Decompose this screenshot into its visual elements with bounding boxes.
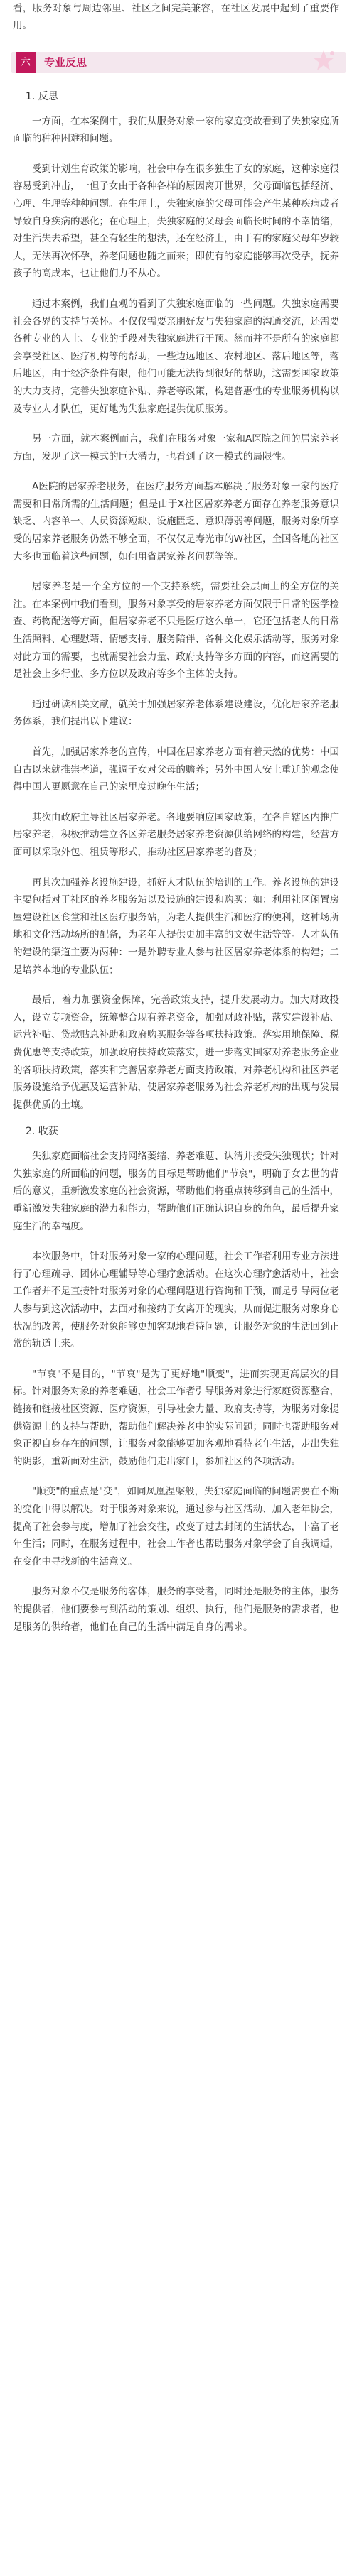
paragraph: 首先，加强居家养老的宣传，中国在居家养老方面有着天然的优势：中国自古以来就推崇孝道，强调子女对父母的赡养；另外中国人安土重迁的观念使得中国人更愿意在自己的家里度过晚年生活；	[13, 746, 339, 793]
section-title: 专业反思	[44, 55, 87, 69]
paragraph: 一方面，在本案例中，我们从服务对象一家的家庭变故看到了失独家庭所面临的种种困难和问题。	[13, 115, 339, 145]
paragraph: 再其次加强养老设施建设，抓好人才队伍的培训的工作。养老设施的建设主要包括对于社区的养老服务站以及设施的建设和购买：如：利用社区闲置房屋建设社区食堂和社区医疗服务站，为老人提供生活和医疗的便利，这种场所地和文化活动场所的配备，为老年人提供更加丰富的文娱生活等等。人才队伍的建设的渠道主要为两种：一是外聘专业人参与社区居家养老体系的构建；二是培养本地的专业队伍；	[13, 876, 339, 976]
paragraph: "顺变"的重点是"变"，如同凤凰涅槃般，失独家庭面临的问题需要在不断的变化中得以解决。对于服务对象来说，通过参与社区活动、加入老年协会，提高了社会参与度，增加了社会交往，改变了过去封闭的生活状态，丰富了老年生活；同时，在服务过程中，社会工作者也帮助服务对象学会了自我调适，在变化中寻找新的生活意义。	[13, 1486, 339, 1567]
paragraph: 最后，着力加强资金保障，完善政策支持，提升发展动力。加大财政投入，设立专项资金，统筹整合现有养老资金，加强财政补贴，落实建设补贴、运营补贴、贷款贴息补助和政府购买服务等各项扶持政策。落实用地保障、税费优惠等支持政策，加强政府扶持政策落实，进一步落实国家对养老服务企业的各项扶持政策，落实和完善居家养老方面支持政策，对养老机构和社区养老服务设施给予优惠及运营补贴，使居家养老服务为社会养老机构的出现与发展提供优质的土壤。	[13, 994, 339, 1111]
paragraph: 通过本案例，我们直观的看到了失独家庭面临的一些问题。失独家庭需要社会各界的支持与关怀。不仅仅需要亲朋好友与失独家庭的沟通交流，还需要各种专业的人士、专业的手段对失独家庭进行干预。然而并不是所有的家庭都会享受社区、医疗机构等的帮助，一些边远地区、农村地区、落后地区等，落后地区，由于经济条件有限，他们可能无法得到很好的帮助，这需要国家政策的大力支持，完善失独家庭补贴、养老等政策，构建普惠性的专业服务机构以及专业人才队伍，更好地为失独家庭提供优质服务。	[13, 298, 339, 415]
subsection-title: 2. 收获	[26, 1126, 58, 1138]
paragraph: 服务对象不仅是服务的客体，服务的享受者，同时还是服务的主体，服务的提供者，他们要参与到活动的策划、组织、执行，他们是服务的需求者，也是服务的供给者，他们在自己的生活中满足自身的需求。	[13, 1586, 339, 1633]
paragraph: 本次服务中，针对服务对象一家的心理问题，社会工作者利用专业方法进行了心理疏导、团体心理辅导等心理疗愈活动。在这次心理疗愈活动中，社会工作者并不是直接针对服务对象的心理问题进行咨询和干预，而是引导两位老人参与到这次活动中，去面对和接纳子女离开的现实，从而促进服务对象身心状况的改善，使服务对象能够更加客观地看待问题，让服务对象的生活回到正常的轨道上来。	[13, 1251, 339, 1350]
paragraph: 另一方面，就本案例而言，我们在服务对象一家和A医院之间的居家养老方面，发现了这一模式的巨大潜力，也看到了这一模式的局限性。	[13, 433, 339, 462]
paragraph: 居家养老是一个全方位的一个支持系统，需要社会层面上的全方位的关注。在本案例中我们看到，服务对象享受的居家养老方面仅限于日常的医学检查、药物配送等方面，但居家养老不只是医疗这么单一，它还包括老人的日常生活照料、心理慰藉、情感支持、服务陪伴、各种文化娱乐活动等，服务对象对此方面的需要，也就需要社会力量、政府支持等多方面的内容，而这需要的是社会上多行业、多方位以及政府等多个主体的支持。	[13, 581, 339, 680]
paragraph: "节哀"不是目的，"节哀"是为了更好地"顺变"，进而实现更高层次的目标。针对服务对象的养老难题，社会工作者引导服务对象进行家庭资源整合，链接和链接社区资源、医疗资源，引导社会力量、政府支持等，为服务对象提供资源上的支持与帮助，帮助他们解决养老中的实际问题；同时也帮助服务对象正视自身存在的问题，让服务对象能够更加客观地看待老年生活，走出失独的阴影，重新面对生活，鼓励他们走出家门，参加社区的各项活动。	[13, 1368, 339, 1467]
pink-decoration-icon	[309, 48, 338, 76]
paragraph: 受到计划生育政策的影响，社会中存在很多独生子女的家庭，这种家庭很容易受到冲击，一但子女由于各种各样的原因离开世界，父母面临包括经济、心理、生理等种种问题。在生理上，失独家庭的父母可能会产生某种疾病或者导致自身疾病的恶化；在心理上，失独家庭的父母会面临长时间的不幸情绪，对生活失去希望，甚至有轻生的想法，还在经济上，由于有的家庭父母年岁较大，无法再次怀孕，养老问题也随之而来；即使有的家庭能够再次受孕，抚养孩子的高成本，也让他们力不从心。	[13, 163, 339, 280]
section-number-badge: 六	[16, 52, 36, 73]
intro-paragraph: 看，服务对象与周边邻里、社区之间完美兼容，在社区发展中起到了重要作用。	[13, 3, 339, 32]
paragraph: A医院的居家养老服务，在医疗服务方面基本解决了服务对象一家的医疗需要和日常所需的生活问题；但是由于X社区居家养老方面存在养老服务意识缺乏、内容单一、人员资源短缺、设施匮乏、意识薄弱等问题，服务对象所享受的居家养老服务仍然不够全面，不仅仅是寿光市的W社区，全国各地的社区大多也面临着这些问题，如何用省居家养老问题等等。	[13, 481, 339, 563]
subsection-title: 1. 反思	[26, 90, 58, 102]
subsection-gains	[13, 1124, 339, 1636]
subsection-reflection	[13, 89, 339, 1114]
paragraph: 通过研读相关文献，就关于加强居家养老体系建设建设，优化居家养老服务体系，我们提出以下建议：	[13, 698, 339, 728]
paragraph: 失独家庭面临社会支持网络萎缩、养老难题、认清并接受失独现状；针对失独家庭的所面临的问题，服务的目标是帮助他们"节哀"，明确子女去世的背后的意义，重新激发家庭的社会资源，帮助他们将重点转移到自己的生活中，重新激发失独家庭的潜力和能力，帮助他们正确认识自身的角色，最后提升家庭生活的幸福度。	[13, 1151, 339, 1232]
paragraph: 其次由政府主导社区居家养老。各地要响应国家政策，在各自辖区内推广居家养老，积极推动建立各区养老服务居家养老资源供给网络的构建，经营方面可以采取外包、租赁等形式，推动社区居家养老的普及；	[13, 811, 339, 858]
section-header	[11, 48, 339, 79]
